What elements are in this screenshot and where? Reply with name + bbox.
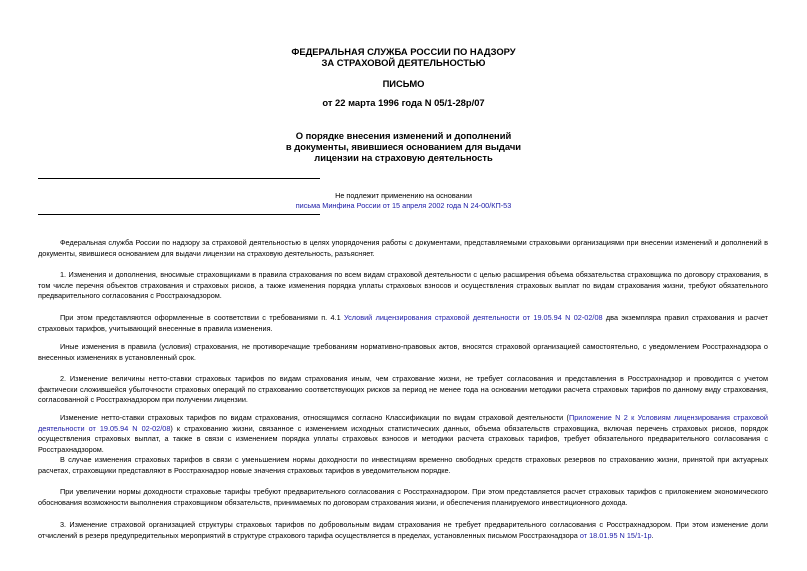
- paragraph-1-other-changes: Иные изменения в правила (условия) страхования, не противоречащие требованиям нормативно-правовых актов, вносятся страховой организацией самостоятельно, с уведомлением Росстрахнадзора о внесенных изменениях в установленный срок.: [38, 342, 768, 362]
- paragraph-intro: Федеральная служба России по надзору за страховой деятельностью в целях упорядочения работы с документами, представляемыми страховыми организациями при внесении изменений и дополнений в документы, явившиеся основанием для выдачи лицензии на страховую деятельность, разъясняет.: [38, 238, 768, 258]
- divider-top: [38, 178, 320, 179]
- paragraph-2: 2. Изменение величины нетто-ставки страховых тарифов по видам страхования иным, чем страхование жизни, не требует согласования и представления в Росстрахнадзор и проводится с учетом фактически сложившейся убыточности страховых операций по страхованию соответствующих рисков за период не менее года на основании методики расчета страховых тарифов по данному виду страхования, согласованной с Росстрахнадзором при получении лицензии.: [38, 374, 768, 405]
- agency-line-2: ЗА СТРАХОВОЙ ДЕЯТЕЛЬНОСТЬЮ: [321, 57, 486, 68]
- divider-bottom: [38, 214, 320, 215]
- status-note: [0, 191, 807, 211]
- paragraph-2-increase-yield: При увеличении нормы доходности страховые тарифы требуют предварительного согласования с Росстрахнадзором. При этом представляется расчет страховых тарифов с приложением экономического обоснования возможности выполнения страховщиком обязательств, принимаемых по договорам страхования жизни, и обеспечения планируемого инвестиционного дохода.: [38, 487, 768, 507]
- paragraph-1-procedure: При этом представляются оформленные в соответствии с требованиями п. 4.1 Условий лицензирования страховой деятельности от 19.05.94 N 02-02/08 два экземпляра правил страхования и расчет страховых тарифов, учитывающий внесенные в правила изменения.: [38, 313, 768, 333]
- paragraph-2-life-insurance: Изменение нетто-ставки страховых тарифов по видам страхования, относящимся согласно Классификации по видам страховой деятельности (Приложение N 2 к Условиям лицензирования страховой деятельности от 19.05.94 N 02-02/08) к страхованию жизни, связанное с изменением исходных статистических данных, объема обязательств страховщика, включая перечень страховых рисков, порядок осуществления страховых выплат, а также в связи с изменением порядка уплаты страховых взносов и методики расчета страховых тарифов, требует обязательного предварительного согласования с Росстрахнадзором.: [38, 413, 768, 454]
- link-licensing-conditions[interactable]: Условий лицензирования страховой деятельности от 19.05.94 N 02-02/08: [344, 313, 603, 322]
- link-letter-18-01-95[interactable]: от 18.01.95 N 15/1-1р: [579, 530, 652, 540]
- paragraph-3: 3. Изменение страховой организацией структуры страховых тарифов по добровольным видам страхования не требует предварительного согласования с Росстрахнадзором. При этом изменение доли отчислений в резерв предупредительных мероприятий в структуре страхового тарифа осуществляется в пределах, установленных письмом Росстрахнадзора от 18.01.95 N 15/1-1р.: [38, 520, 768, 540]
- paragraph-1: 1. Изменения и дополнения, вносимые страховщиками в правила страхования по всем видам страховой деятельности с целью расширения объема обязательства страховщика по договору страхования, в том числе перечня объектов страхования и страховых рисков, а также изменения порядка уплаты страховых взносов и осуществления страховых выплат по видам страхования жизни, требуют обязательного предварительного согласования с Росстрахнадзором.: [38, 270, 768, 301]
- agency-heading: [0, 46, 807, 68]
- status-note-link[interactable]: письма Минфина России от 15 апреля 2002 года N 24-00/КП-53: [295, 201, 512, 210]
- title-line-1: О порядке внесения изменений и дополнений: [295, 130, 512, 141]
- link-appendix-2[interactable]: Приложение N 2 к Условиям лицензирования страховой деятельности от 19.05.94 N 02-02/08: [38, 413, 768, 433]
- title-line-3: лицензии на страховую деятельность: [314, 152, 493, 163]
- title-line-2: в документы, явившиеся основанием для выдачи: [285, 141, 522, 152]
- paragraph-2-decrease-yield: В случае изменения страховых тарифов в связи с уменьшением нормы доходности по инвестициям временно свободных средств страховых резервов по страхованию жизни, принятой при актуарных расчетах, страховщики представляют в Росстрахнадзор новые значения страховых тарифов в уведомительном порядке.: [38, 455, 768, 475]
- status-note-text: Не подлежит применению на основании: [335, 191, 472, 200]
- document-type: ПИСЬМО: [382, 78, 425, 89]
- agency-line-1: ФЕДЕРАЛЬНАЯ СЛУЖБА РОССИИ ПО НАДЗОРУ: [291, 46, 516, 57]
- document-date-number: от 22 марта 1996 года N 05/1-28р/07: [322, 97, 485, 108]
- document-title: [0, 130, 807, 163]
